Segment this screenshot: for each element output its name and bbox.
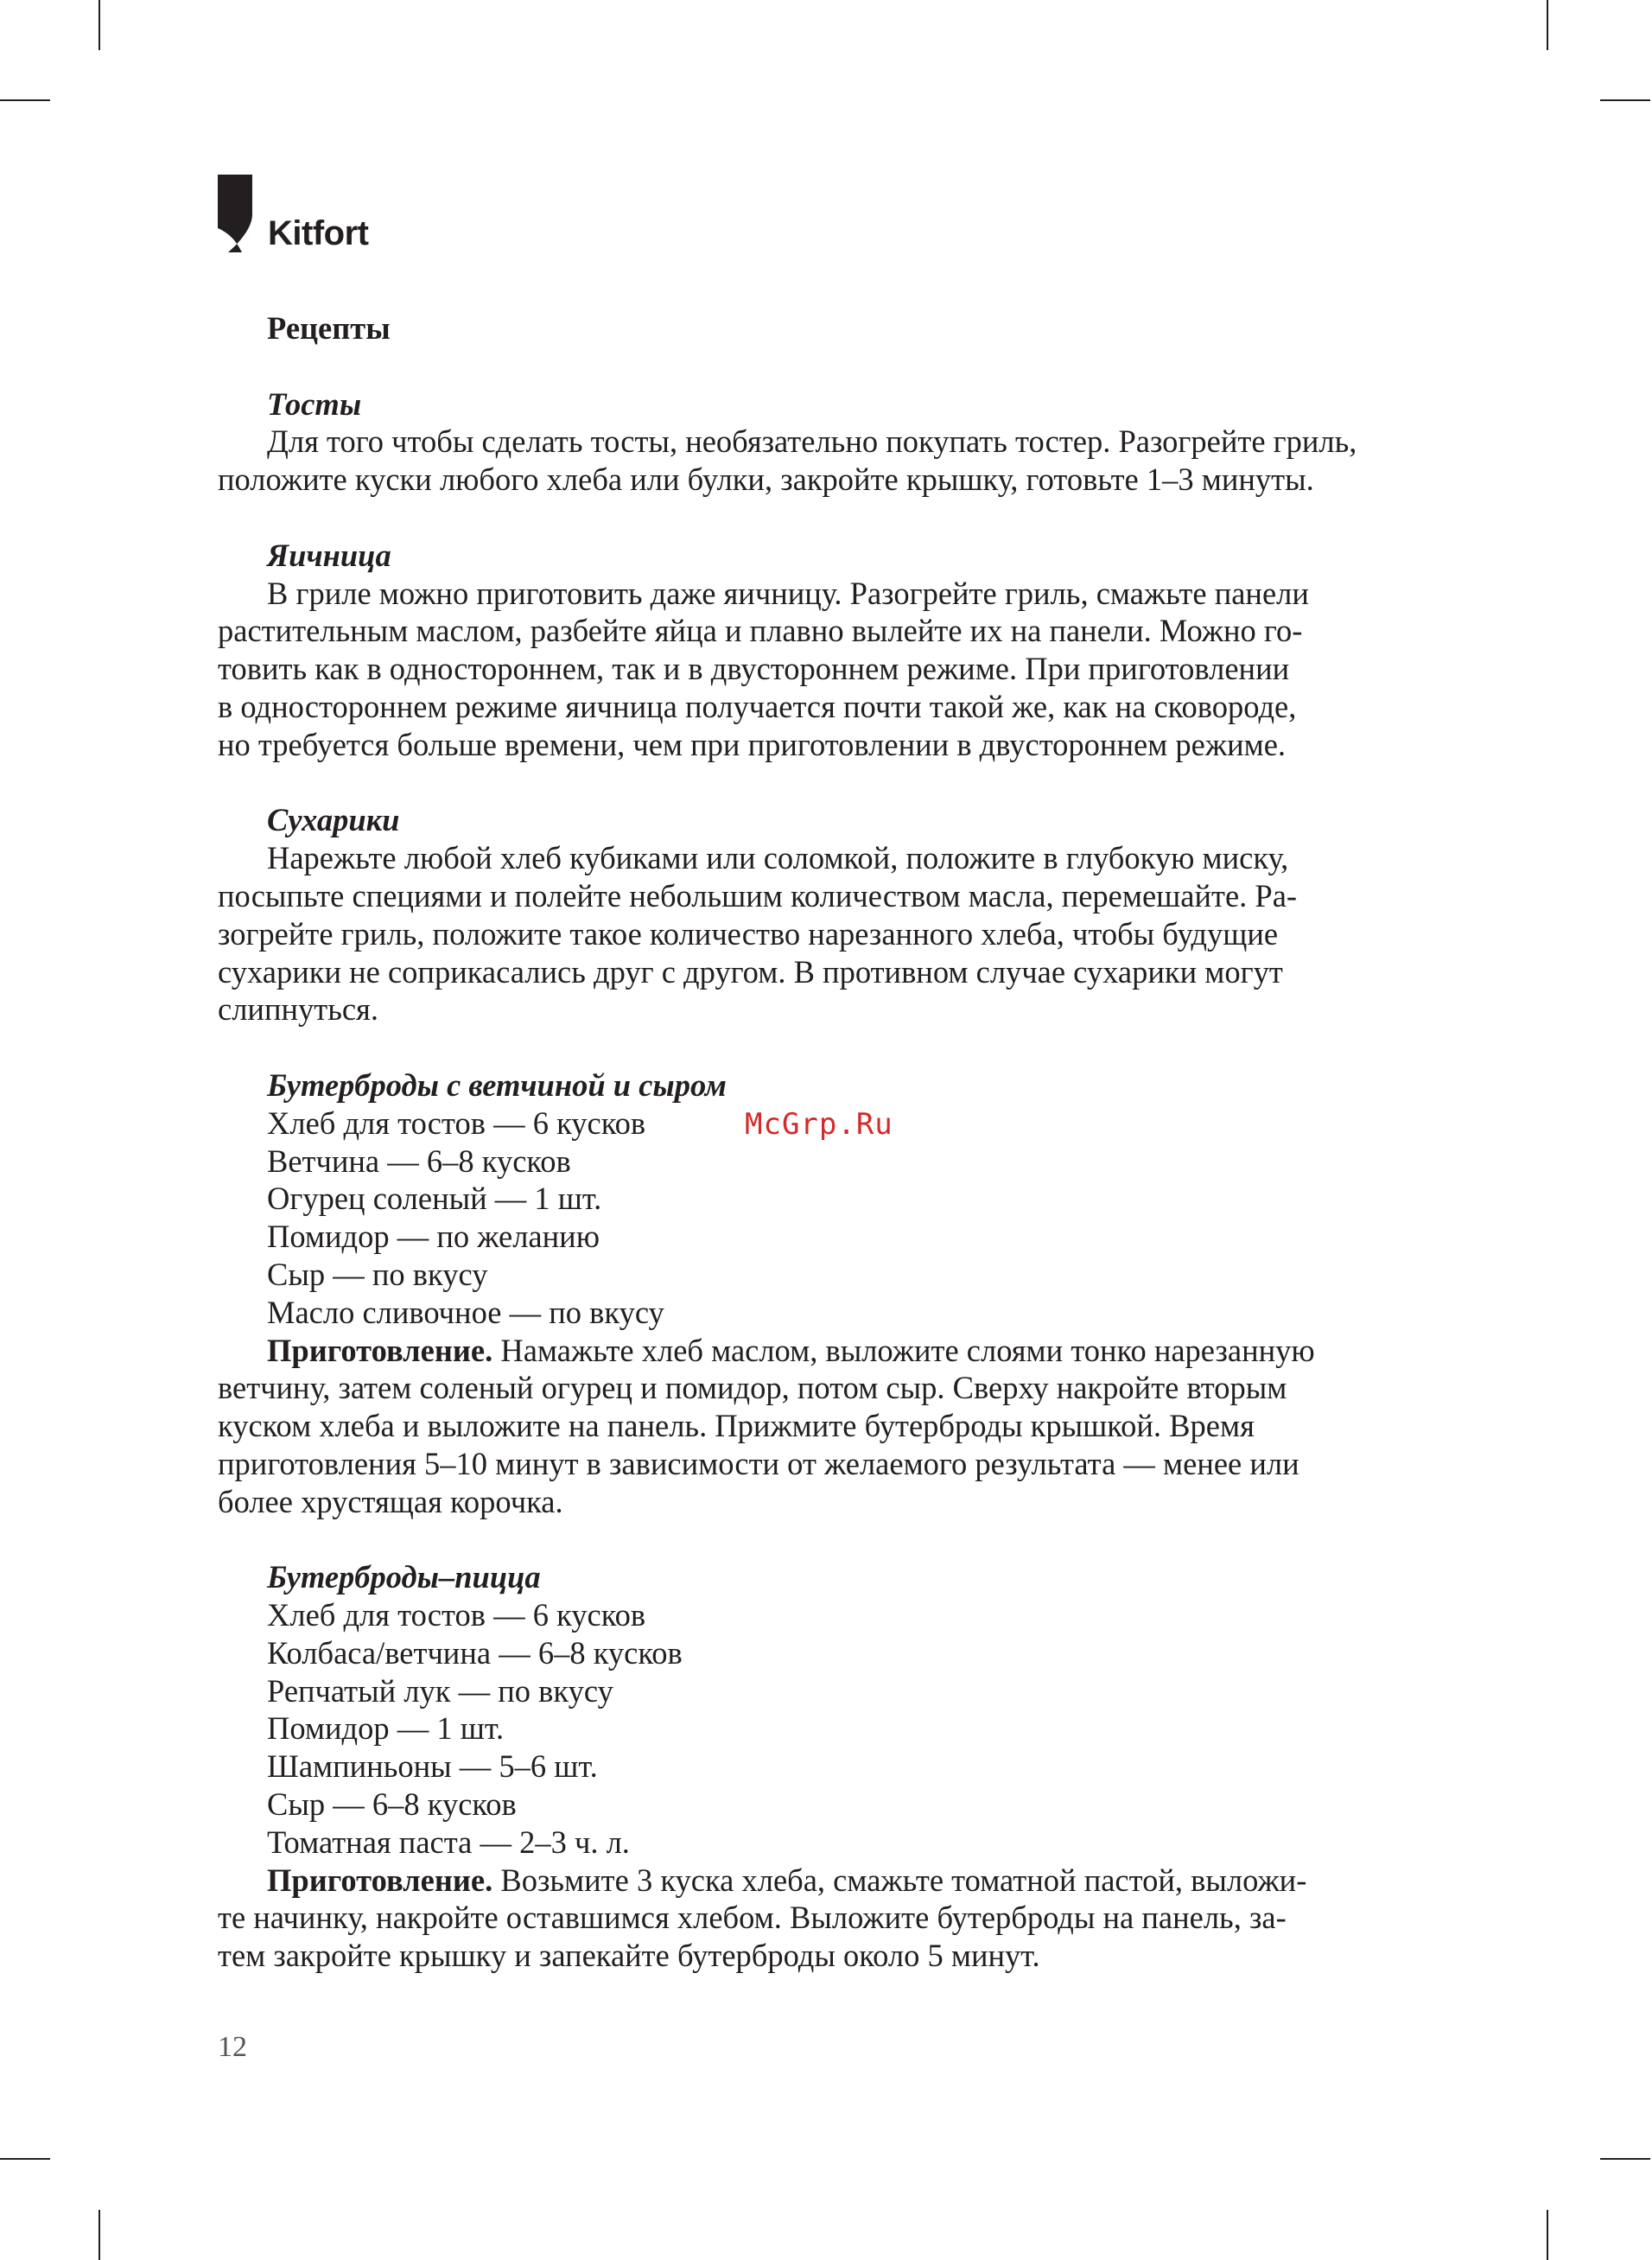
crop-mark [1600, 99, 1650, 101]
text-line: ветчину, затем соленый огурец и помидор, потом сыр. Сверху накройте вторым [218, 1370, 1287, 1406]
recipe-text-eggs [218, 575, 1433, 764]
section-title: Рецепты [267, 310, 391, 346]
ingredient-item: Помидор — 1 шт. [267, 1710, 505, 1747]
recipe-text-croutons [218, 839, 1433, 1028]
text-line: более хрустящая корочка. [218, 1483, 563, 1519]
prep-label: Приготовление. [267, 1332, 493, 1368]
text-line: Намажьте хлеб маслом, выложите слоями тонко нарезанную [492, 1332, 1315, 1368]
crop-mark [1547, 0, 1548, 50]
text-line: приготовления 5–10 минут в зависимости от желаемого результата — менее или [218, 1445, 1299, 1481]
text-line: в одностороннем режиме яичница получается почти такой же, как на сковороде, [218, 688, 1297, 724]
text-line: посыпьте специями и полейте небольшим количеством масла, перемешайте. Ра- [218, 877, 1298, 914]
crop-mark [0, 2158, 50, 2160]
ingredient-item: Сыр — по вкусу [267, 1256, 488, 1292]
recipe-title-sandwich: Бутерброды с ветчиной и сыром [267, 1066, 727, 1103]
logo-text: Kitfort [268, 214, 369, 252]
text-line: растительным маслом, разбейте яйца и плавно вылейте их на панели. Можно го- [218, 613, 1303, 649]
page-number: 12 [218, 2031, 247, 2063]
crop-mark [0, 99, 50, 101]
text-line: те начинку, накройте оставшимся хлебом. Выложите бутерброды на панель, за- [218, 1900, 1287, 1936]
recipe-text-toast [218, 423, 1433, 499]
crop-mark [1600, 2158, 1650, 2160]
watermark: McGrp.Ru [745, 1107, 893, 1142]
crop-mark [1547, 2210, 1548, 2260]
text-line: Для того чтобы сделать тосты, необязательно покупать тостер. Разогрейте гриль, [267, 423, 1357, 460]
recipe-title-eggs: Яичница [267, 537, 391, 573]
ingredient-item: Сыр — 6–8 кусков [267, 1786, 517, 1823]
ingredient-item: Колбаса/ветчина — 6–8 кусков [267, 1634, 683, 1671]
ingredient-item: Ветчина — 6–8 кусков [267, 1143, 571, 1179]
ingredient-item: Шампиньоны — 5–6 шт. [267, 1748, 598, 1785]
ingredient-item: Хлеб для тостов — 6 кусков [267, 1105, 646, 1141]
ingredient-item: Репчатый лук — по вкусу [267, 1672, 613, 1709]
text-line: слипнуться. [218, 991, 378, 1028]
recipe-prep-pizza [218, 1862, 1433, 1975]
recipe-title-toast: Тосты [267, 385, 362, 422]
crop-mark [98, 0, 100, 50]
ingredient-item: Помидор — по желанию [267, 1219, 600, 1255]
ingredient-item: Масло сливочное — по вкусу [267, 1294, 664, 1330]
recipe-title-pizza: Бутерброды–пицца [267, 1559, 541, 1595]
recipe-title-croutons: Сухарики [267, 802, 400, 838]
text-line: тем закройте крышку и запекайте бутерброды около 5 минут. [218, 1938, 1040, 1974]
text-line: Возьмите 3 куска хлеба, смажьте томатной пастой, выложи- [492, 1862, 1307, 1898]
kitfort-logo [218, 173, 391, 259]
text-line: сухарики не соприкасались друг с другом. В противном случае сухарики могут [218, 953, 1283, 990]
ingredient-item: Хлеб для тостов — 6 кусков [267, 1597, 646, 1633]
text-line: но требуется больше времени, чем при приготовлении в двустороннем режиме. [218, 726, 1287, 762]
ingredient-item: Огурец соленый — 1 шт. [267, 1181, 602, 1217]
prep-label: Приготовление. [267, 1862, 493, 1898]
page-content [218, 309, 1433, 1975]
text-line: В гриле можно приготовить даже яичницу. Разогрейте гриль, смажьте панели [267, 575, 1309, 611]
ingredient-item: Томатная паста — 2–3 ч. л. [267, 1824, 630, 1860]
text-line: Нарежьте любой хлеб кубиками или соломкой, положите в глубокую миску, [267, 840, 1289, 876]
crop-mark [98, 2210, 100, 2260]
text-line: положите куски любого хлеба или булки, закройте крышку, готовьте 1–3 минуты. [218, 462, 1314, 498]
text-line: куском хлеба и выложите на панель. Прижмите бутерброды крышкой. Время [218, 1408, 1255, 1444]
recipe-prep-sandwich [218, 1332, 1433, 1521]
text-line: товить как в одностороннем, так и в двустороннем режиме. При приготовлении [218, 651, 1290, 687]
text-line: зогрейте гриль, положите такое количество нарезанного хлеба, чтобы будущие [218, 915, 1279, 952]
